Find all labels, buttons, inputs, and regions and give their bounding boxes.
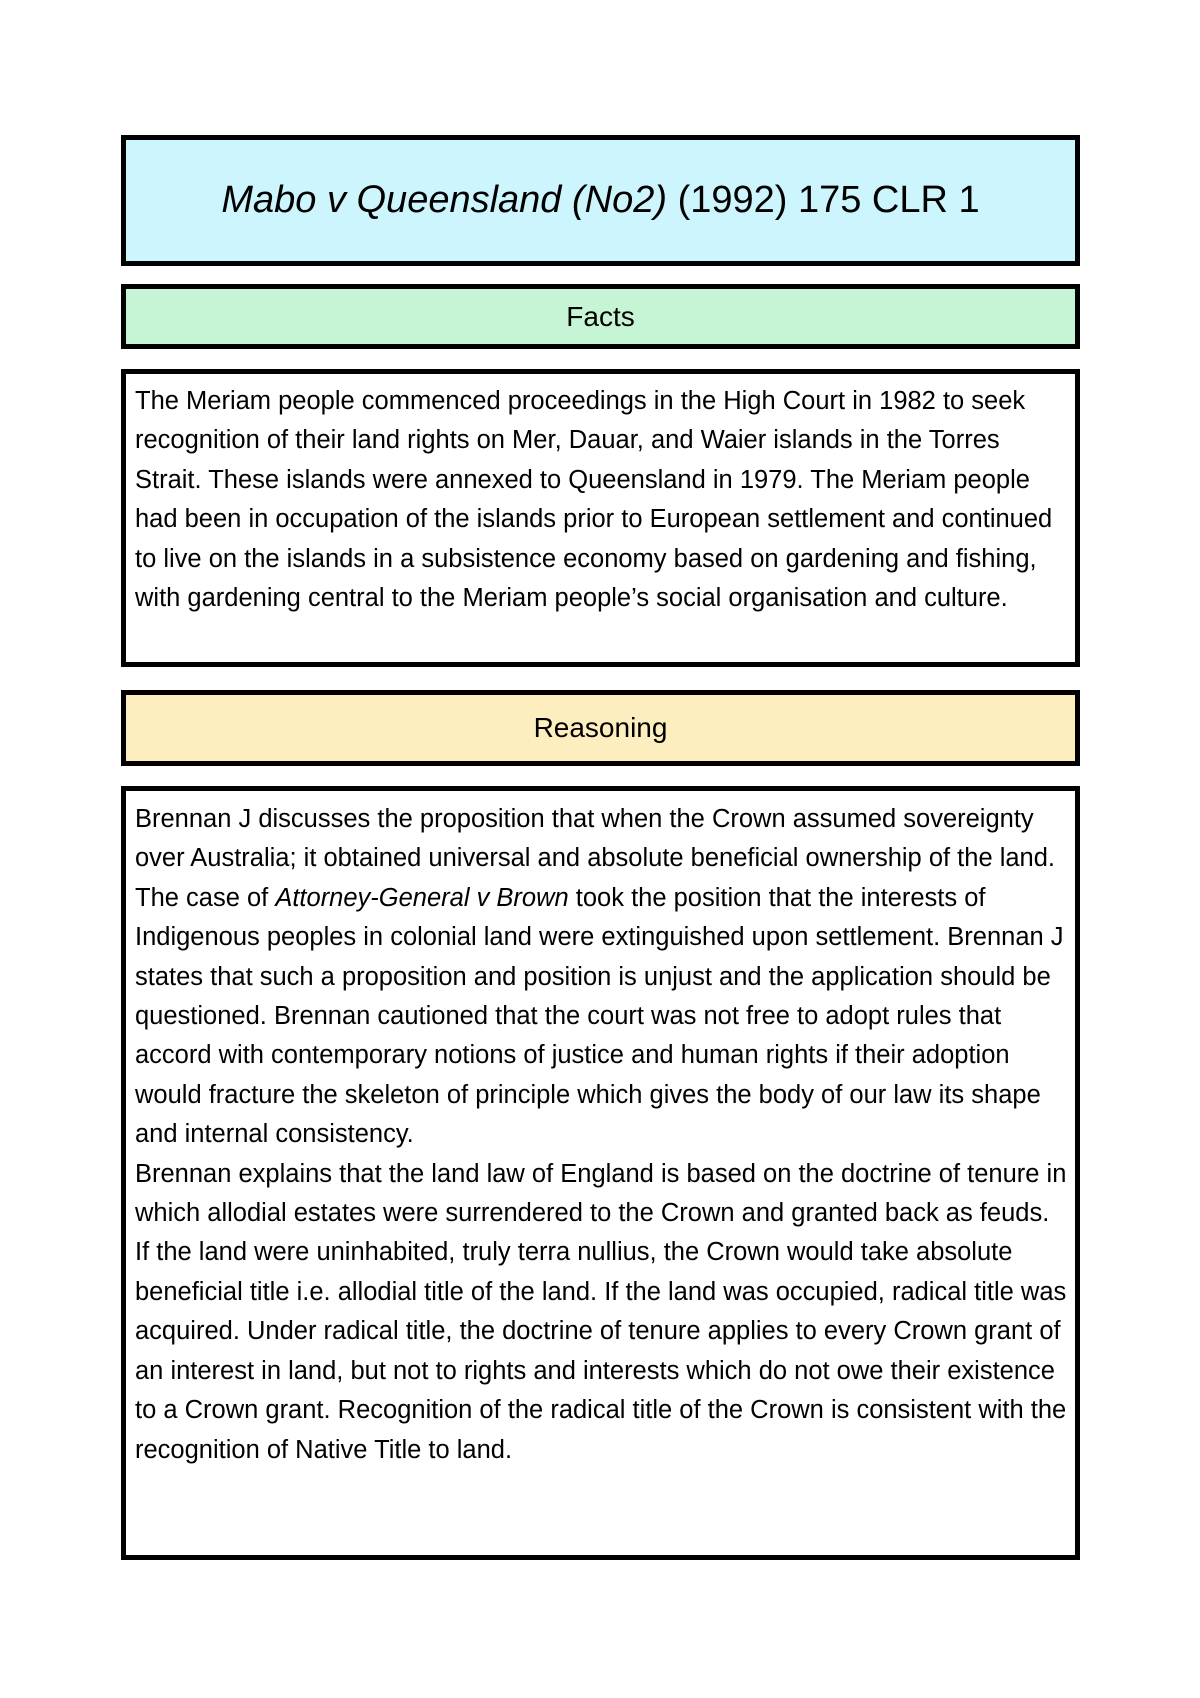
- reasoning-section-body: [121, 786, 1080, 1560]
- facts-text: The Meriam people commenced proceedings in the High Court in 1982 to seek recognition of their land rights on Mer, Dauar, and Waier islands in the Torres Strait. These islands were annexed to Queensland in 1979. The Meriam people had been in occupation of the islands prior to European settlement and continued to live on the islands in a subsistence economy based on gardening and fishing, with gardening central to the Meriam people’s social organisation and culture.: [135, 387, 1053, 613]
- case-title-box: [121, 135, 1080, 266]
- reasoning-p1-case-name: Attorney-General v Brown: [275, 883, 569, 912]
- case-citation: (1992) 175 CLR 1: [667, 179, 980, 221]
- reasoning-paragraph-2: Brennan explains that the land law of England is based on the doctrine of tenure in which allodial estates were surrendered to the Crown and granted back as feuds. If the land were uninhabited, truly terra nullius, the Crown would take absolute beneficial title i.e. allodial title of the land. If the land was occupied, radical title was acquired. Under radical title, the doctrine of tenure applies to every Crown grant of an interest in land, but not to rights and interests which do not owe their existence to a Crown grant. Recognition of the radical title of the Crown is consistent with the recognition of Native Title to land.: [135, 1159, 1067, 1464]
- reasoning-heading: Reasoning: [533, 712, 668, 743]
- facts-heading: Facts: [566, 300, 635, 332]
- facts-section-header: [121, 284, 1080, 349]
- case-name: Mabo v Queensland (No2): [221, 179, 668, 221]
- facts-section-body: [121, 369, 1080, 667]
- reasoning-p1-after-case: took the position that the interests of Indigenous peoples in colonial land were extinguished upon settlement. Brennan J states that such a proposition and position is unjust and the application should be questioned. Brennan cautioned that the court was not free to adopt rules that accord with contemporary notions of justice and human rights if their adoption would fracture the skeleton of principle which gives the body of our law its shape and internal consistency.: [135, 883, 1064, 1149]
- reasoning-paragraph-1: [135, 800, 1067, 1155]
- reasoning-section-header: [121, 690, 1080, 766]
- case-title: [221, 179, 979, 222]
- reasoning-p1-before-case: Brennan J discusses the proposition that when the Crown assumed sovereignty over Australia; it obtained universal and absolute beneficial ownership of the land. The case of: [135, 805, 1056, 912]
